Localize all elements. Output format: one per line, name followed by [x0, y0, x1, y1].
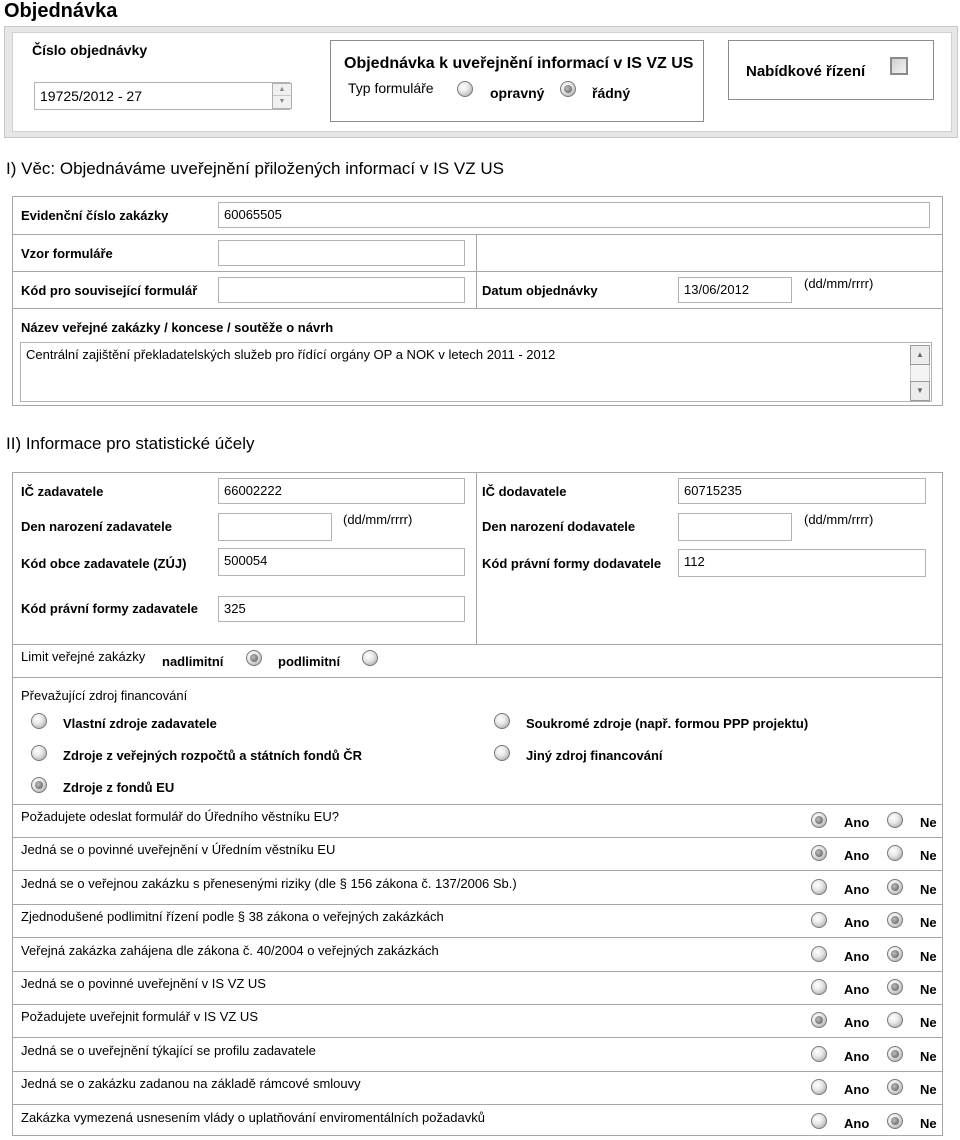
answer-no-label: Ne [920, 1082, 937, 1097]
form-type-regular-radio[interactable] [560, 81, 576, 97]
answer-yes-label: Ano [844, 982, 870, 997]
answer-yes-label: Ano [844, 1082, 870, 1097]
answer-no-radio[interactable] [887, 1046, 903, 1062]
question-text: Jedná se o povinné uveřejnění v Úředním věstníku EU [21, 842, 336, 857]
datum-hint: (dd/mm/rrrr) [804, 276, 874, 291]
form-type-regular-label: řádný [592, 85, 631, 101]
form-title: Objednávka k uveřejnění informací v IS VZ US [344, 55, 694, 72]
limit-below-radio[interactable] [362, 650, 378, 666]
question-row [12, 838, 942, 871]
divider [476, 472, 477, 644]
answer-no-label: Ne [920, 982, 937, 997]
zdroj-soukrome-label: Soukromé zdroje (např. formou PPP projektu) [526, 716, 809, 731]
tender-label: Nabídkové řízení [746, 63, 866, 80]
zdroj-eu-label: Zdroje z fondů EU [63, 780, 175, 795]
divider [12, 234, 943, 235]
answer-yes-radio[interactable] [811, 1012, 827, 1028]
question-text: Veřejná zakázka zahájena dle zákona č. 40/2004 o veřejných zakázkách [21, 943, 439, 958]
answer-yes-radio[interactable] [811, 979, 827, 995]
answer-yes-radio[interactable] [811, 879, 827, 895]
obec-field[interactable]: 500054 [218, 548, 465, 576]
narozeni-zad-field[interactable] [218, 513, 332, 541]
scroll-down-icon[interactable]: ▼ [910, 381, 930, 401]
form-type-corrective-label: opravný [490, 85, 545, 101]
question-text: Požadujete odeslat formulář do Úředního věstníku EU? [21, 809, 339, 824]
question-row [12, 939, 942, 972]
tender-checkbox[interactable] [890, 57, 908, 75]
answer-no-label: Ne [920, 949, 937, 964]
answer-yes-radio[interactable] [811, 1113, 827, 1129]
answer-no-label: Ne [920, 815, 937, 830]
answer-yes-label: Ano [844, 848, 870, 863]
datum-field[interactable]: 13/06/2012 [678, 277, 792, 303]
pf-zad-field[interactable]: 325 [218, 596, 465, 622]
vzor-label: Vzor formuláře [21, 246, 113, 261]
evid-label: Evidenční číslo zakázky [21, 208, 169, 223]
ic-zad-label: IČ zadavatele [21, 484, 104, 499]
narozeni-dod-hint: (dd/mm/rrrr) [804, 512, 874, 527]
answer-yes-label: Ano [844, 1049, 870, 1064]
question-row [12, 872, 942, 905]
narozeni-zad-hint: (dd/mm/rrrr) [343, 512, 413, 527]
answer-yes-radio[interactable] [811, 1079, 827, 1095]
pf-dod-field[interactable]: 112 [678, 549, 926, 577]
page-title: Objednávka [4, 0, 118, 22]
divider [12, 677, 943, 678]
narozeni-dod-label: Den narození dodavatele [482, 519, 636, 534]
ic-dod-field[interactable]: 60715235 [678, 478, 926, 504]
obec-label: Kód obce zadavatele (ZÚJ) [21, 556, 187, 571]
order-number-field[interactable]: 19725/2012 - 27 [34, 82, 290, 110]
answer-yes-radio[interactable] [811, 845, 827, 861]
limit-above-radio[interactable] [246, 650, 262, 666]
nazev-label: Název veřejné zakázky / koncese / soutěže o návrh [21, 320, 334, 335]
divider [12, 308, 943, 309]
answer-yes-label: Ano [844, 915, 870, 930]
divider [12, 644, 943, 645]
answer-yes-label: Ano [844, 1116, 870, 1131]
scrollbar-track[interactable] [910, 365, 930, 381]
ic-zad-field[interactable]: 66002222 [218, 478, 465, 504]
answer-no-radio[interactable] [887, 1079, 903, 1095]
question-text: Jedná se o zakázku zadanou na základě rámcové smlouvy [21, 1076, 361, 1091]
order-number-spinner[interactable] [272, 83, 292, 109]
answer-yes-radio[interactable] [811, 1046, 827, 1062]
question-row [12, 805, 942, 838]
answer-no-radio[interactable] [887, 912, 903, 928]
question-text: Zakázka vymezená usnesením vlády o uplatňování enviromentálních požadavků [21, 1110, 485, 1125]
question-text: Jedná se o povinné uveřejnění v IS VZ US [21, 976, 266, 991]
divider [12, 271, 943, 272]
vzor-field[interactable] [218, 240, 465, 266]
zdroj-verejne-label: Zdroje z veřejných rozpočtů a státních fondů ČR [63, 748, 363, 763]
answer-no-label: Ne [920, 1049, 937, 1064]
answer-no-radio[interactable] [887, 1012, 903, 1028]
limit-label: Limit veřejné zakázky [21, 649, 146, 664]
order-number-label: Číslo objednávky [32, 42, 148, 58]
answer-yes-radio[interactable] [811, 946, 827, 962]
answer-yes-label: Ano [844, 815, 870, 830]
form-type-corrective-radio[interactable] [457, 81, 473, 97]
answer-no-label: Ne [920, 915, 937, 930]
section-1-title: I) Věc: Objednáváme uveřejnění přiložených informací v IS VZ US [6, 159, 504, 178]
question-text: Zjednodušené podlimitní řízení podle § 38 zákona o veřejných zakázkách [21, 909, 444, 924]
zdroj-verejne-radio[interactable] [31, 745, 47, 761]
answer-yes-radio[interactable] [811, 812, 827, 828]
question-row [12, 1039, 942, 1072]
zdroj-eu-radio[interactable] [31, 777, 47, 793]
pf-dod-label: Kód právní formy dodavatele [482, 556, 662, 571]
question-row [12, 972, 942, 1005]
answer-no-radio[interactable] [887, 812, 903, 828]
datum-label: Datum objednávky [482, 283, 598, 298]
answer-yes-label: Ano [844, 882, 870, 897]
zdroj-soukrome-radio[interactable] [494, 713, 510, 729]
question-row [12, 1072, 942, 1105]
answer-no-radio[interactable] [887, 1113, 903, 1129]
answer-yes-radio[interactable] [811, 912, 827, 928]
answer-no-radio[interactable] [887, 979, 903, 995]
answer-no-label: Ne [920, 1116, 937, 1131]
zdroj-jiny-label: Jiný zdroj financování [526, 748, 663, 763]
question-text: Jedná se o uveřejnění týkající se profilu zadavatele [21, 1043, 316, 1058]
narozeni-dod-field[interactable] [678, 513, 792, 541]
question-row [12, 905, 942, 938]
zdroj-label: Převažující zdroj financování [21, 688, 188, 703]
pf-zad-label: Kód právní formy zadavatele [21, 601, 198, 616]
kod-field[interactable] [218, 277, 465, 303]
zdroj-vlastni-label: Vlastní zdroje zadavatele [63, 716, 217, 731]
question-text: Požadujete uveřejnit formulář v IS VZ US [21, 1009, 258, 1024]
answer-no-label: Ne [920, 848, 937, 863]
zdroj-vlastni-radio[interactable] [31, 713, 47, 729]
answer-yes-label: Ano [844, 949, 870, 964]
nazev-field[interactable]: Centrální zajištění překladatelských služeb pro řídící orgány OP a NOK v letech 2011 - 2012 [20, 342, 932, 402]
divider [476, 234, 477, 308]
answer-no-label: Ne [920, 1015, 937, 1030]
limit-below-label: podlimitní [278, 654, 341, 669]
answer-no-radio[interactable] [887, 879, 903, 895]
question-row [12, 1005, 942, 1038]
evid-field[interactable]: 60065505 [218, 202, 930, 228]
question-text: Jedná se o veřejnou zakázku s přenesenými riziky (dle § 156 zákona č. 137/2006 Sb.) [21, 876, 517, 891]
form-type-label: Typ formuláře [348, 80, 434, 96]
scroll-up-icon[interactable]: ▲ [910, 345, 930, 365]
kod-label: Kód pro související formulář [21, 283, 198, 298]
narozeni-zad-label: Den narození zadavatele [21, 519, 172, 534]
limit-above-label: nadlimitní [162, 654, 224, 669]
answer-no-radio[interactable] [887, 946, 903, 962]
section-2-title: II) Informace pro statistické účely [6, 434, 255, 453]
answer-no-label: Ne [920, 882, 937, 897]
spin-up-icon[interactable]: ▲ [273, 84, 291, 96]
question-row [12, 1106, 942, 1139]
spin-down-icon[interactable]: ▼ [278, 98, 286, 105]
answer-no-radio[interactable] [887, 845, 903, 861]
answer-yes-label: Ano [844, 1015, 870, 1030]
zdroj-jiny-radio[interactable] [494, 745, 510, 761]
ic-dod-label: IČ dodavatele [482, 484, 567, 499]
